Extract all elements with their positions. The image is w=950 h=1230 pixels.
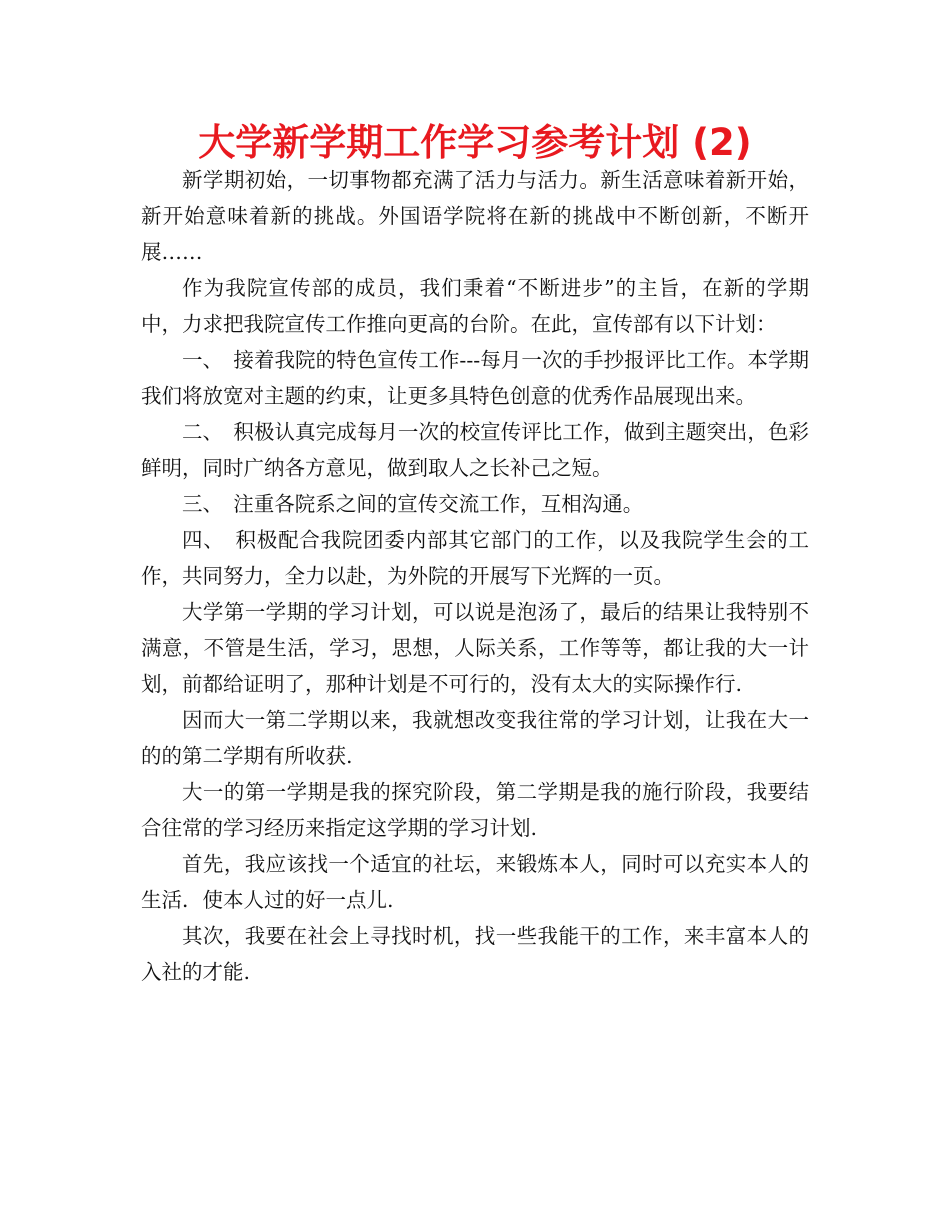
document-body xyxy=(141,162,809,990)
paragraph: 新学期初始，一切事物都充满了活力与活力。新生活意味着新开始，新开始意味着新的挑战。外国语学院将在新的挑战中不断创新，不断开展…… xyxy=(141,168,809,264)
paragraph: 大学第一学期的学习计划，可以说是泡汤了，最后的结果让我特别不满意，不管是生活，学习，思想，人际关系，工作等等，都让我的大一计划，前都给证明了，那种计划是不可行的，没有太大的实际操作行. xyxy=(141,600,809,696)
paragraph: 四、 积极配合我院团委内部其它部门的工作，以及我院学生会的工作，共同努力，全力以赴，为外院的开展写下光辉的一页。 xyxy=(141,528,809,588)
paragraph: 一、 接着我院的特色宣传工作---每月一次的手抄报评比工作。本学期我们将放宽对主题的约束，让更多具特色创意的优秀作品展现出来。 xyxy=(141,348,809,408)
paragraph: 首先，我应该找一个适宜的社坛，来锻炼本人，同时可以充实本人的生活．使本人过的好一点儿. xyxy=(141,852,809,912)
document-title: 大学新学期工作学习参考计划 (2) xyxy=(198,121,752,164)
paragraph: 大一的第一学期是我的探究阶段，第二学期是我的施行阶段，我要结合往常的学习经历来指定这学期的学习计划. xyxy=(141,780,809,840)
paragraph: 因而大一第二学期以来，我就想改变我往常的学习计划，让我在大一的的第二学期有所收获. xyxy=(141,708,809,768)
paragraph: 其次，我要在社会上寻找时机，找一些我能干的工作，来丰富本人的入社的才能. xyxy=(141,924,809,984)
paragraph: 二、 积极认真完成每月一次的校宣传评比工作，做到主题突出，色彩鲜明，同时广纳各方意见，做到取人之长补己之短。 xyxy=(141,420,809,480)
paragraph: 作为我院宣传部的成员，我们秉着“不断进步”的主旨，在新的学期中，力求把我院宣传工作推向更高的台阶。在此，宣传部有以下计划： xyxy=(141,276,809,336)
paragraph: 三、 注重各院系之间的宣传交流工作，互相沟通。 xyxy=(182,492,644,516)
